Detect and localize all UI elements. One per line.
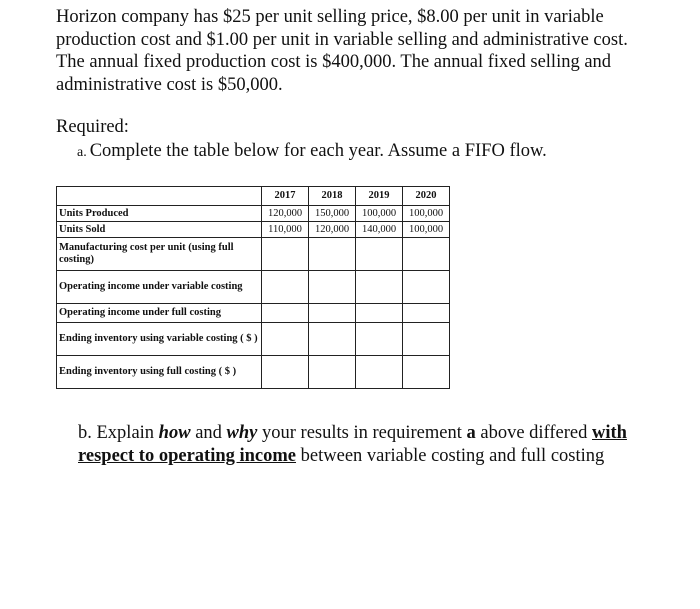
year-header-2019: 2019 xyxy=(356,187,403,206)
part-b-text-2: and xyxy=(195,423,222,443)
cell-value: 120,000 xyxy=(262,206,309,222)
part-b-question xyxy=(78,422,638,468)
cell-value: 150,000 xyxy=(309,206,356,222)
row-label: Ending inventory using full costing ( $ ) xyxy=(57,356,262,389)
answer-cell[interactable] xyxy=(309,304,356,323)
table-row-operating-income-full xyxy=(57,304,450,323)
answer-cell[interactable] xyxy=(403,356,450,389)
table-row-units-produced xyxy=(57,206,450,222)
answer-cell[interactable] xyxy=(309,238,356,271)
row-label: Manufacturing cost per unit (using full costing) xyxy=(57,238,262,271)
answer-cell[interactable] xyxy=(262,304,309,323)
answer-cell[interactable] xyxy=(262,323,309,356)
part-a-instruction xyxy=(77,141,547,162)
year-header-2017: 2017 xyxy=(262,187,309,206)
answer-cell[interactable] xyxy=(356,323,403,356)
answer-cell[interactable] xyxy=(356,304,403,323)
answer-cell[interactable] xyxy=(403,323,450,356)
part-b-text-5: between variable costing and full costing xyxy=(300,446,605,466)
cell-value: 110,000 xyxy=(262,222,309,238)
problem-statement: Horizon company has $25 per unit selling price, $8.00 per unit in variable production cost and $1.00 per unit in variable selling and administrative cost. The annual fixed production cost is $400,000. The annual fixed selling and administrative cost is $50,000. xyxy=(56,7,628,95)
table-row-manufacturing-cost xyxy=(57,238,450,271)
row-label: Ending inventory using variable costing ( $ ) xyxy=(57,323,262,356)
answer-cell[interactable] xyxy=(403,271,450,304)
part-b-underlined: with respect to operating income xyxy=(78,423,627,466)
answer-cell[interactable] xyxy=(309,323,356,356)
answer-cell[interactable] xyxy=(356,271,403,304)
part-b-text-4: above differed xyxy=(480,423,588,443)
table-row-operating-income-variable xyxy=(57,271,450,304)
row-label: Operating income under variable costing xyxy=(57,271,262,304)
table-row-units-sold xyxy=(57,222,450,238)
answer-cell[interactable] xyxy=(309,356,356,389)
required-heading: Required: xyxy=(56,117,129,137)
part-b-text-3: your results in requirement xyxy=(262,423,462,443)
costing-table xyxy=(56,186,450,389)
table-row-ending-inventory-variable xyxy=(57,323,450,356)
year-header-2020: 2020 xyxy=(403,187,450,206)
part-a-text: Complete the table below for each year. Assume a FIFO flow. xyxy=(89,141,547,161)
answer-cell[interactable] xyxy=(403,238,450,271)
part-a-letter: a. xyxy=(77,145,87,160)
row-label: Operating income under full costing xyxy=(57,304,262,323)
answer-cell[interactable] xyxy=(262,238,309,271)
answer-cell[interactable] xyxy=(403,304,450,323)
part-b-how: how xyxy=(158,423,191,443)
answer-cell[interactable] xyxy=(309,271,356,304)
table-header-row xyxy=(57,187,450,206)
part-b-letter: b. xyxy=(78,423,92,443)
year-header-2018: 2018 xyxy=(309,187,356,206)
cell-value: 100,000 xyxy=(403,222,450,238)
cell-value: 100,000 xyxy=(403,206,450,222)
answer-cell[interactable] xyxy=(262,356,309,389)
row-label: Units Sold xyxy=(57,222,262,238)
answer-cell[interactable] xyxy=(262,271,309,304)
answer-cell[interactable] xyxy=(356,356,403,389)
cell-value: 120,000 xyxy=(309,222,356,238)
part-b-why: why xyxy=(226,423,258,443)
answer-cell[interactable] xyxy=(356,238,403,271)
cell-value: 100,000 xyxy=(356,206,403,222)
part-b-text-1: Explain xyxy=(96,423,155,443)
cell-value: 140,000 xyxy=(356,222,403,238)
row-label: Units Produced xyxy=(57,206,262,222)
table-row-ending-inventory-full xyxy=(57,356,450,389)
part-b-a-ref: a xyxy=(466,423,476,443)
table-corner-cell xyxy=(57,187,262,206)
